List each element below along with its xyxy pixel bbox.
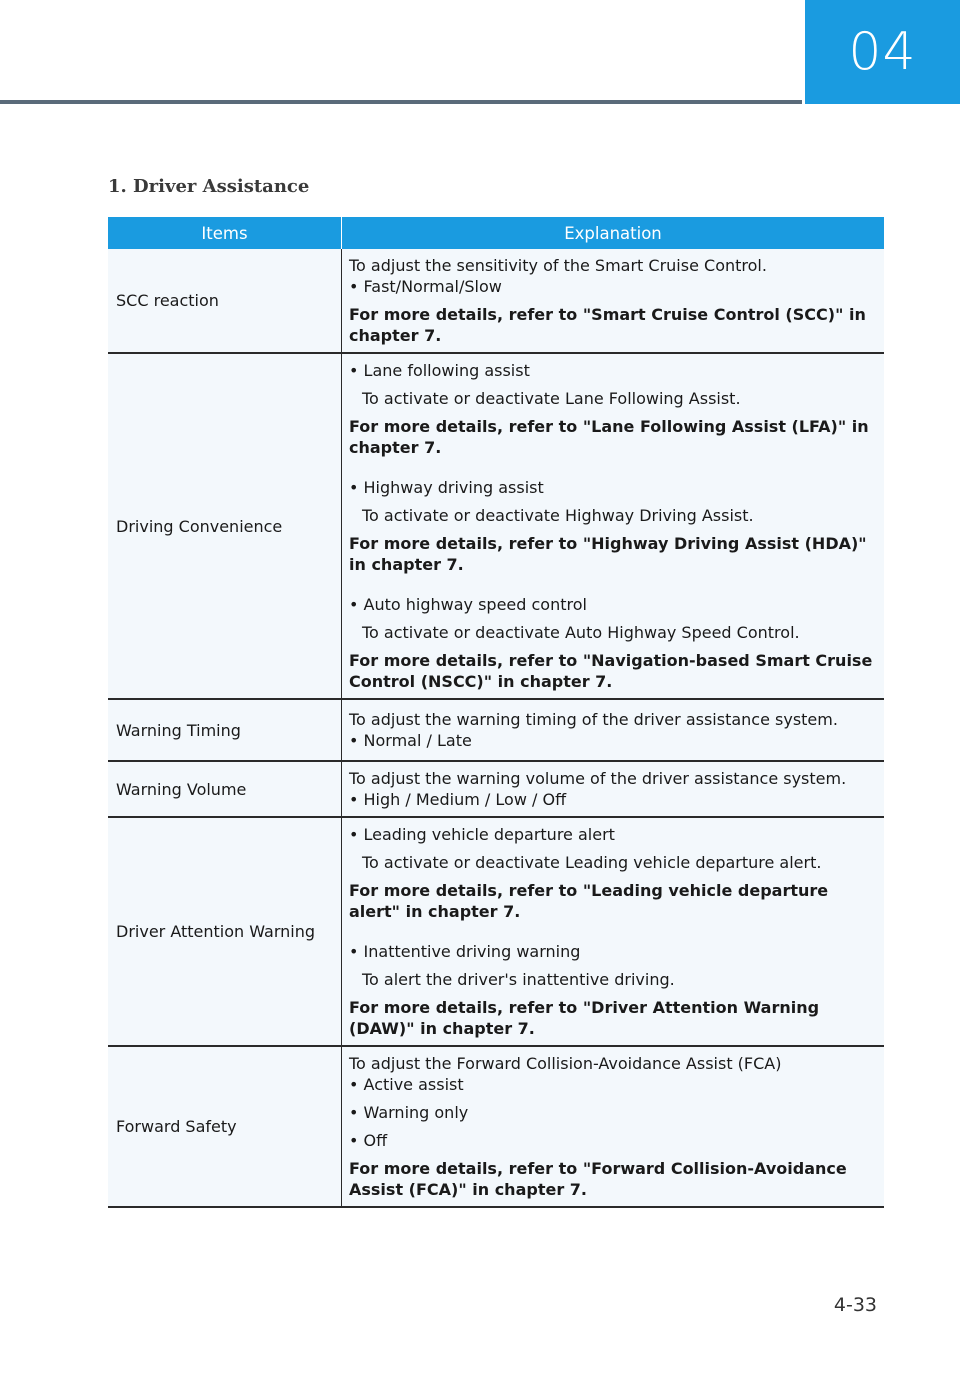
table-row bbox=[108, 249, 884, 353]
bullet-item: • Highway driving assist bbox=[349, 478, 544, 497]
bullet-item: • Leading vehicle departure alert bbox=[349, 825, 615, 844]
explanation-cell bbox=[342, 353, 885, 699]
explanation-cell bbox=[342, 699, 885, 761]
table-row bbox=[108, 1046, 884, 1207]
bullet-item: • Auto highway speed control bbox=[349, 595, 587, 614]
table-row bbox=[108, 353, 884, 699]
explanation-text: To activate or deactivate Leading vehicle departure alert. bbox=[362, 853, 822, 872]
explanation-text: To adjust the warning timing of the driver assistance system. bbox=[349, 710, 838, 729]
table-row bbox=[108, 761, 884, 817]
explanation-cell bbox=[342, 817, 885, 1046]
table-row bbox=[108, 699, 884, 761]
explanation-cell bbox=[342, 249, 885, 353]
reference-note: For more details, refer to "Navigation-based Smart Cruise Control (NSCC)" in chapter 7. bbox=[349, 651, 873, 691]
table-row bbox=[108, 817, 884, 1046]
bullet-item: • Off bbox=[349, 1131, 388, 1150]
column-header-items: Items bbox=[108, 217, 342, 249]
column-header-explanation: Explanation bbox=[342, 217, 885, 249]
section-title: 1. Driver Assistance bbox=[108, 176, 310, 197]
item-cell: Warning Timing bbox=[108, 699, 342, 761]
settings-table bbox=[108, 217, 884, 1208]
bullet-item: • Warning only bbox=[349, 1103, 469, 1122]
spacer bbox=[349, 458, 878, 477]
spacer bbox=[349, 922, 878, 941]
spacer bbox=[349, 575, 878, 594]
reference-note: For more details, refer to "Smart Cruise Control (SCC)" in chapter 7. bbox=[349, 305, 866, 345]
bullet-item: • High / Medium / Low / Off bbox=[349, 790, 567, 809]
bullet-item: • Lane following assist bbox=[349, 361, 530, 380]
reference-note: For more details, refer to "Forward Collision-Avoidance Assist (FCA)" in chapter 7. bbox=[349, 1159, 847, 1199]
explanation-cell bbox=[342, 761, 885, 817]
page-number: 4-33 bbox=[833, 1294, 877, 1316]
explanation-text: To alert the driver's inattentive driving. bbox=[362, 970, 675, 989]
reference-note: For more details, refer to "Lane Following Assist (LFA)" in chapter 7. bbox=[349, 417, 869, 457]
explanation-text: To activate or deactivate Auto Highway Speed Control. bbox=[362, 623, 800, 642]
item-cell: SCC reaction bbox=[108, 249, 342, 353]
item-cell: Driving Convenience bbox=[108, 353, 342, 699]
header-rule bbox=[0, 100, 802, 104]
item-cell: Forward Safety bbox=[108, 1046, 342, 1207]
reference-note: For more details, refer to "Highway Driving Assist (HDA)" in chapter 7. bbox=[349, 534, 867, 574]
chapter-tab: 04 bbox=[805, 0, 960, 104]
explanation-text: To activate or deactivate Lane Following Assist. bbox=[362, 389, 741, 408]
explanation-text: To adjust the warning volume of the driver assistance system. bbox=[349, 769, 847, 788]
explanation-cell bbox=[342, 1046, 885, 1207]
bullet-item: • Active assist bbox=[349, 1075, 464, 1094]
explanation-text: To activate or deactivate Highway Driving Assist. bbox=[362, 506, 754, 525]
bullet-item: • Inattentive driving warning bbox=[349, 942, 581, 961]
explanation-text: To adjust the Forward Collision-Avoidance Assist (FCA) bbox=[349, 1054, 782, 1073]
reference-note: For more details, refer to "Driver Attention Warning (DAW)" in chapter 7. bbox=[349, 998, 820, 1038]
reference-note: For more details, refer to "Leading vehicle departure alert" in chapter 7. bbox=[349, 881, 829, 921]
item-cell: Warning Volume bbox=[108, 761, 342, 817]
item-cell: Driver Attention Warning bbox=[108, 817, 342, 1046]
explanation-text: To adjust the sensitivity of the Smart Cruise Control. bbox=[349, 256, 767, 275]
table-header-row bbox=[108, 217, 884, 249]
bullet-item: • Normal / Late bbox=[349, 731, 472, 750]
bullet-item: • Fast/Normal/Slow bbox=[349, 277, 502, 296]
